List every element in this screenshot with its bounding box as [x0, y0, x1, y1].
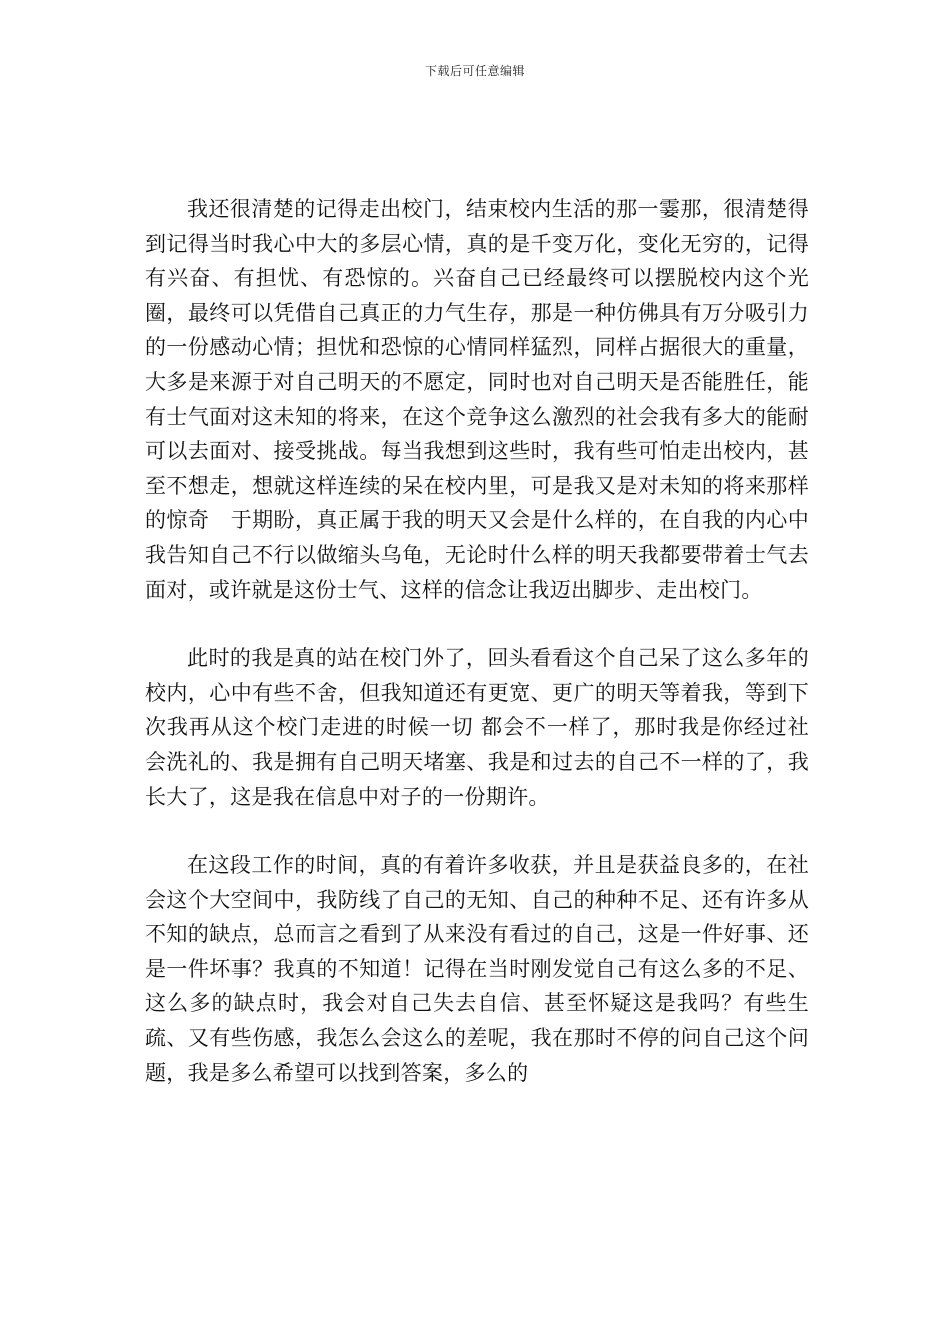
page-header-note: 下载后可任意编辑: [424, 64, 525, 78]
document-body: [145, 192, 809, 1090]
paragraph-3: 在这段工作的时间，真的有着许多收获，并且是获益良多的，在社会这个大空间中，我防线了自己的无知、自己的种种不足、还有许多从不知的缺点，总而言之看到了从来没有看过的自己，这是一件好事、还是一件坏事？我真的不知道！记得在当时刚发觉自己有这么多的不足、这么多的缺点时，我会对自己失去自信、甚至怀疑这是我吗？有些生疏、又有些伤感，我怎么会这么的差呢，我在那时不停的问自己这个问题，我是多么希望可以找到答案，多么的: [145, 853, 809, 1085]
paragraph-1: 我还很清楚的记得走出校门，结束校内生活的那一霎那，很清楚得到记得当时我心中大的多层心情，真的是千变万化，变化无穷的，记得有兴奋、有担忧、有恐惊的。兴奋自己已经最终可以摆脱校内这个光圈，最终可以凭借自己真正的力气生存，那是一种仿佛具有万分吸引力的一份感动心情；担忧和恐惊的心情同样猛烈，同样占据很大的重量，大多是来源于对自己明天的不愿定，同时也对自己明天是否能胜任，能有士气面对这未知的将来，在这个竞争这么激烈的社会我有多大的能耐可以去面对、接受挑战。每当我想到这些时，我有些可怕走出校内，甚至不想走，想就这样连续的呆在校内里，可是我又是对未知的将来那样的惊奇 于期盼，真正属于我的明天又会是什么样的，在自我的内心中我告知自己不行以做缩头乌龟，无论时什么样的明天我都要带着士气去面对，或许就是这份士气、这样的信念让我迈出脚步、走出校门。: [145, 197, 809, 602]
paragraph-2: 此时的我是真的站在校门外了，回头看看这个自己呆了这么多年的校内，心中有些不舍，但我知道还有更宽、更广的明天等着我，等到下次我再从这个校门走进的时候一切 都会不一样了，那时我是你经过社会洗礼的、我是拥有自己明天堵塞、我是和过去的自己不一样的了，我长大了，这是我在信息中对子的一份期许。: [145, 646, 809, 809]
